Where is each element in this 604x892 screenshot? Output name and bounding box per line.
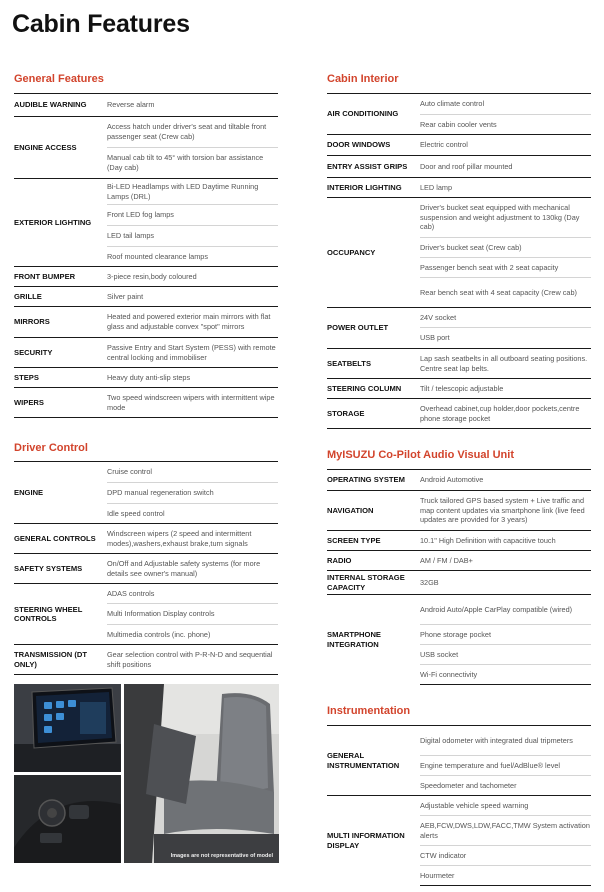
spec-key: EXTERIOR LIGHTING (14, 179, 107, 267)
spec-row (14, 368, 278, 388)
spec-value: LED tail lamps (107, 226, 278, 247)
spec-key: GENERAL INSTRUMENTATION (327, 726, 420, 796)
spec-value: USB port (420, 328, 591, 349)
spec-key: OPERATING SYSTEM (327, 470, 420, 491)
spec-key: GRILLE (14, 287, 107, 307)
section-title-cabin-interior: Cabin Interior (327, 73, 399, 85)
spec-value: Reverse alarm (107, 94, 278, 117)
section-title-driver-control: Driver Control (14, 442, 88, 454)
steering-controls-photo (14, 775, 121, 863)
spec-row (14, 94, 278, 117)
spec-value: Hourmeter (420, 866, 591, 886)
spec-row (14, 388, 278, 418)
spec-value: Rear bench seat with 4 seat capacity (Crew cab) (420, 278, 591, 308)
spec-key: STEERING WHEEL CONTROLS (14, 584, 107, 645)
spec-row (14, 524, 278, 554)
spec-value: 10.1" High Definition with capacitive touch (420, 531, 591, 551)
spec-value: Manual cab tilt to 45° with torsion bar assistance (Day cab) (107, 148, 278, 179)
spec-value: CTW indicator (420, 846, 591, 866)
spec-value: USB socket (420, 645, 591, 665)
spec-row (14, 645, 278, 675)
spec-key: INTERIOR LIGHTING (327, 178, 420, 198)
spec-key: ENGINE ACCESS (14, 117, 107, 179)
spec-key: SECURITY (14, 338, 107, 368)
spec-row (327, 531, 591, 551)
spec-key: WIPERS (14, 388, 107, 418)
spec-value: Overhead cabinet,cup holder,door pockets,centre phone storage pocket (420, 399, 591, 429)
spec-key: NAVIGATION (327, 491, 420, 531)
spec-row (327, 156, 591, 178)
spec-value: LED lamp (420, 178, 591, 198)
spec-value: Two speed windscreen wipers with intermittent wipe mode (107, 388, 278, 418)
spec-value: Driver's bucket seat equipped with mechanical suspension and weight adjustment to 130kg (Day cab) (420, 198, 591, 238)
spec-key: SCREEN TYPE (327, 531, 420, 551)
spec-key: STEERING COLUMN (327, 379, 420, 399)
spec-row (14, 307, 278, 338)
spec-value: Wi-Fi connectivity (420, 665, 591, 685)
spec-value: Silver paint (107, 287, 278, 307)
spec-row (327, 726, 591, 756)
spec-value: DPD manual regeneration switch (107, 483, 278, 504)
spec-value: Phone storage pocket (420, 625, 591, 645)
spec-value: Windscreen wipers (2 speed and intermittent modes),washers,exhaust brake,turn signals (107, 524, 278, 554)
spec-value: Android Automotive (420, 470, 591, 491)
spec-value: Tilt / telescopic adjustable (420, 379, 591, 399)
spec-value: 3-piece resin,body coloured (107, 267, 278, 287)
spec-key: OCCUPANCY (327, 198, 420, 308)
spec-value: Truck tailored GPS based system + Live traffic and map content updates via smartphone link (live feed updates are provided for 3 years) (420, 491, 591, 531)
spec-row (327, 491, 591, 531)
spec-key: DOOR WINDOWS (327, 135, 420, 156)
spec-row (327, 595, 591, 625)
spec-value: AEB,FCW,DWS,LDW,FACC,TMW System activation alerts (420, 816, 591, 846)
spec-value: Passive Entry and Start System (PESS) with remote central locking and immobiliser (107, 338, 278, 368)
spec-value: Speedometer and tachometer (420, 776, 591, 796)
spec-key: AUDIBLE WARNING (14, 94, 107, 117)
spec-value: Auto climate control (420, 94, 591, 115)
spec-row (327, 94, 591, 115)
spec-row (14, 179, 278, 205)
spec-row (327, 198, 591, 238)
spec-key: INTERNAL STORAGE CAPACITY (327, 571, 420, 595)
instrumentation-table (327, 725, 591, 886)
spec-row (327, 470, 591, 491)
spec-row (327, 571, 591, 595)
spec-value: Gear selection control with P-R-N-D and sequential shift positions (107, 645, 278, 675)
spec-value: Digital odometer with integrated dual tripmeters (420, 726, 591, 756)
spec-row (14, 267, 278, 287)
driver-control-table (14, 461, 278, 675)
spec-value: Door and roof pillar mounted (420, 156, 591, 178)
spec-value: Bi-LED Headlamps with LED Daytime Running Lamps (DRL) (107, 179, 278, 205)
spec-row (14, 117, 278, 148)
touchscreen-photo (14, 684, 121, 772)
spec-key: MIRRORS (14, 307, 107, 338)
spec-row (327, 308, 591, 328)
spec-value: Access hatch under driver's seat and tiltable front passenger seat (Crew cab) (107, 117, 278, 148)
spec-value: Multi Information Display controls (107, 604, 278, 625)
spec-row (327, 178, 591, 198)
spec-value: Multimedia controls (inc. phone) (107, 625, 278, 645)
section-title-myisuzu: MyISUZU Co-Pilot Audio Visual Unit (327, 449, 514, 461)
spec-key: STORAGE (327, 399, 420, 429)
spec-row (327, 796, 591, 816)
spec-key: SMARTPHONE INTEGRATION (327, 595, 420, 685)
spec-value: ADAS controls (107, 584, 278, 604)
section-title-general-features: General Features (14, 73, 104, 85)
spec-key: SAFETY SYSTEMS (14, 554, 107, 584)
spec-row (14, 287, 278, 307)
spec-key: TRANSMISSION (DT ONLY) (14, 645, 107, 675)
page-title: Cabin Features (12, 10, 190, 38)
spec-value: Front LED fog lamps (107, 205, 278, 226)
spec-value: Rear cabin cooler vents (420, 115, 591, 135)
spec-key: STEPS (14, 368, 107, 388)
spec-row (327, 349, 591, 379)
spec-row (327, 399, 591, 429)
spec-value: Roof mounted clearance lamps (107, 247, 278, 267)
spec-value: AM / FM / DAB+ (420, 551, 591, 571)
spec-value: Electric control (420, 135, 591, 156)
spec-value: Android Auto/Apple CarPlay compatible (wired) (420, 595, 591, 625)
spec-value: Cruise control (107, 462, 278, 483)
spec-value: Driver's bucket seat (Crew cab) (420, 238, 591, 258)
spec-row (14, 584, 278, 604)
spec-key: ENGINE (14, 462, 107, 524)
spec-key: POWER OUTLET (327, 308, 420, 349)
spec-value: Adjustable vehicle speed warning (420, 796, 591, 816)
spec-row (14, 338, 278, 368)
photo-disclaimer: Images are not representative of model (170, 853, 273, 859)
spec-row (14, 462, 278, 483)
spec-row (327, 379, 591, 399)
spec-key: RADIO (327, 551, 420, 571)
section-title-instrumentation: Instrumentation (327, 705, 411, 717)
cabin-interior-table (327, 93, 591, 429)
general-features-table (14, 93, 278, 418)
spec-value: Passenger bench seat with 2 seat capacity (420, 258, 591, 278)
spec-key: SEATBELTS (327, 349, 420, 379)
cabin-seat-photo (124, 684, 279, 863)
spec-value: Engine temperature and fuel/AdBlue® level (420, 756, 591, 776)
spec-value: Heated and powered exterior main mirrors with flat glass and adjustable convex "spot" mirrors (107, 307, 278, 338)
spec-value: Idle speed control (107, 504, 278, 524)
spec-value: Heavy duty anti-slip steps (107, 368, 278, 388)
spec-key: AIR CONDITIONING (327, 94, 420, 135)
spec-key: ENTRY ASSIST GRIPS (327, 156, 420, 178)
spec-row (327, 551, 591, 571)
spec-row (327, 135, 591, 156)
spec-key: GENERAL CONTROLS (14, 524, 107, 554)
spec-key: FRONT BUMPER (14, 267, 107, 287)
spec-row (14, 554, 278, 584)
spec-key: MULTI INFORMATION DISPLAY (327, 796, 420, 886)
spec-value: 24V socket (420, 308, 591, 328)
spec-value: Lap sash seatbelts in all outboard seating positions. Centre seat lap belts. (420, 349, 591, 379)
spec-value: 32GB (420, 571, 591, 595)
myisuzu-table (327, 469, 591, 685)
spec-value: On/Off and Adjustable safety systems (for more details see owner's manual) (107, 554, 278, 584)
